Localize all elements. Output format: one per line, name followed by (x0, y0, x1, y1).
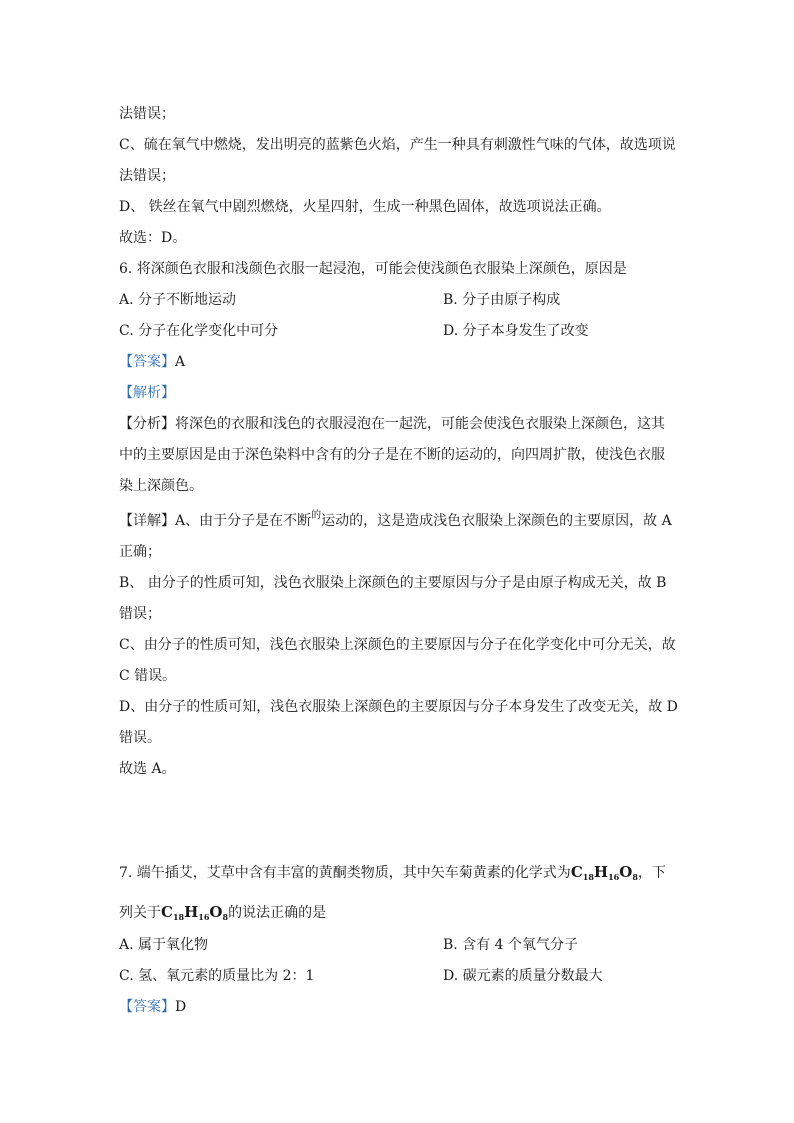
xiangjie-text: A、由于分子是在不断 (175, 513, 312, 529)
option-b: B. 分子由原子构成 (443, 292, 561, 308)
text-line: 故选：D。 (119, 230, 187, 246)
xiangjie-line-c1: C、由分子的性质可知，浅色衣服染上深颜色的主要原因与分子在化学变化中可分无关，故 (119, 637, 676, 653)
question-7-stem-1 (119, 862, 666, 887)
option-a: A. 属于氧化物 (119, 937, 209, 953)
option-c: C. 氢、氧元素的质量比为 2：1 (119, 968, 315, 984)
text-line: D、 铁丝在氧气中剧烈燃烧，火星四射，生成一种黑色固体，故选项说法正确。 (119, 199, 611, 215)
chemical-formula: $C_{18}H_{16}O_8$ (570, 863, 638, 882)
option-d: D. 分子本身发生了改变 (443, 323, 589, 339)
xiangjie-line-b1: B、 由分子的性质可知，浅色衣服染上深颜色的主要原因与分子是由原子构成无关，故 B (119, 575, 667, 591)
fenxi-text: 将深色的衣服和浅色的衣服浸泡在一起洗，可能会使浅色衣服染上深颜色，这其 (175, 416, 665, 432)
answer-tag: 【答案】 (119, 354, 175, 370)
stem-text: ，下 (637, 865, 666, 881)
xiangjie-text: 运动的，这是造成浅色衣服染上深颜色的主要原因，故 A (321, 513, 672, 529)
answer-line (119, 997, 186, 1017)
xiangjie-line-c2: C 错误。 (119, 668, 177, 684)
xiangjie-line-a2: 正确； (119, 544, 161, 560)
xiangjie-tag: 【详解】 (119, 513, 175, 529)
stem-text: 的说法正确的是 (228, 905, 327, 921)
xiangjie-line-b2: 错误； (119, 606, 161, 622)
answer-line (119, 352, 185, 372)
fenxi-line-2: 中的主要原因是由于深色染料中含有的分子是在不断的运动的，向四周扩散，使浅色衣服 (119, 447, 665, 463)
xiangjie-line-a1 (119, 511, 672, 533)
stem-text: 列关于 (119, 905, 161, 921)
text-line: C、硫在氧气中燃烧，发出明亮的蓝紫色火焰，产生一种具有刺激性气味的气体，故选项说 (119, 137, 676, 153)
question-6-stem: 6. 将深颜色衣服和浅颜色衣服一起浸泡，可能会使浅颜色衣服染上深颜色，原因是 (119, 261, 627, 277)
option-c: C. 分子在化学变化中可分 (119, 323, 279, 339)
fenxi-tag: 【分析】 (119, 416, 175, 432)
option-a: A. 分子不断地运动 (119, 292, 237, 308)
superscript-char: 的 (311, 510, 322, 521)
chemical-formula: $C_{18}H_{16}O_8$ (161, 903, 229, 922)
conclusion: 故选 A。 (119, 761, 176, 777)
fenxi-line-1 (119, 414, 665, 434)
option-b: B. 含有 4 个氧气分子 (443, 937, 578, 953)
fenxi-line-3: 染上深颜色。 (119, 478, 203, 494)
xiangjie-line-d2: 错误。 (119, 730, 161, 746)
text-line: 法错误； (119, 168, 175, 184)
text-line: 法错误； (119, 106, 175, 122)
answer-value: D (175, 999, 187, 1015)
analysis-tag: 【解析】 (119, 385, 175, 401)
stem-text: 7. 端午插艾，艾草中含有丰富的黄酮类物质，其中矢车菊黄素的化学式为 (119, 865, 571, 881)
analysis-heading (119, 383, 175, 403)
answer-tag: 【答案】 (119, 999, 175, 1015)
option-d: D. 碳元素的质量分数最大 (443, 968, 603, 984)
question-7-stem-2 (119, 902, 326, 927)
answer-value: A (175, 354, 186, 370)
xiangjie-line-d1: D、由分子的性质可知，浅色衣服染上深颜色的主要原因与分子本身发生了改变无关，故 D (119, 699, 678, 715)
